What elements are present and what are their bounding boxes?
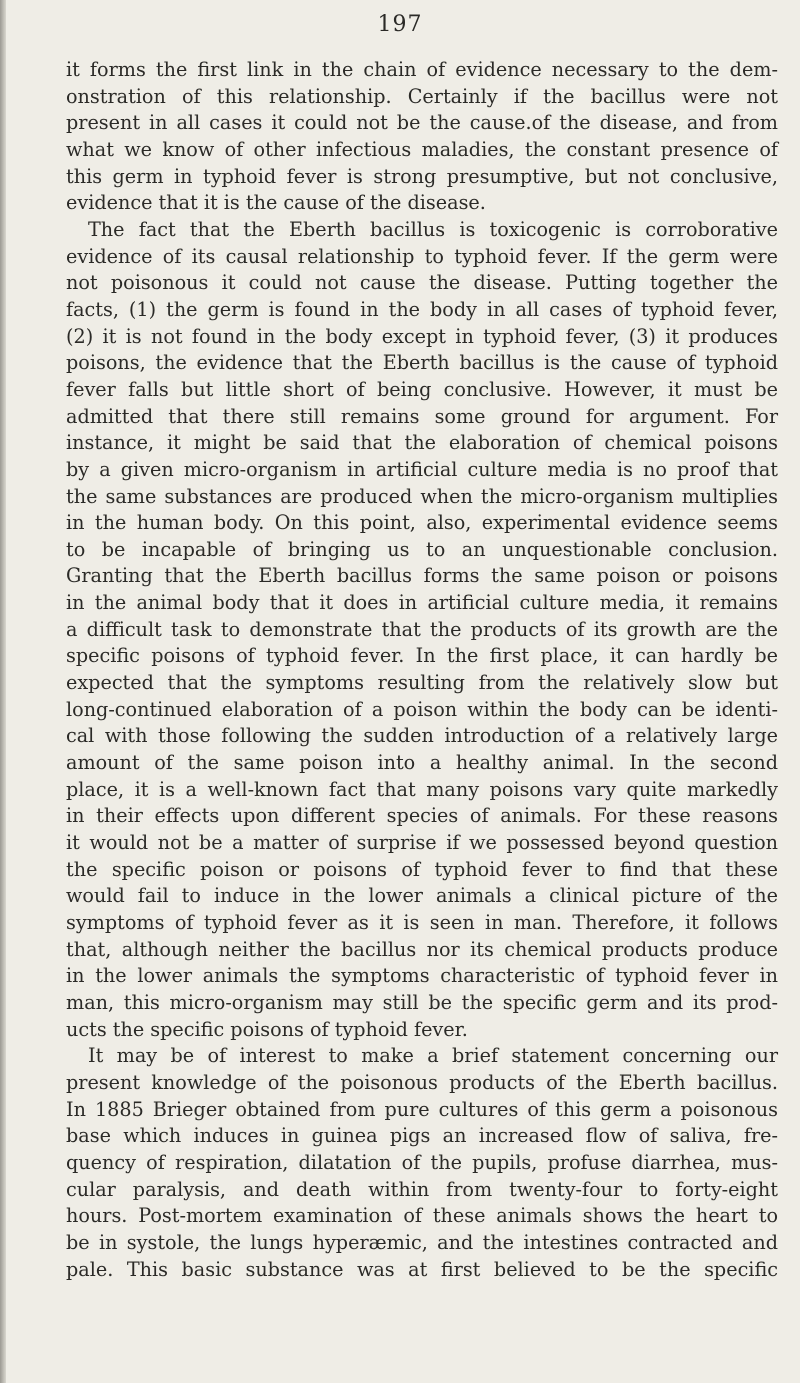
text-line: ucts the specific poisons of typhoid fever. — [66, 1017, 468, 1041]
text-line: what we know of other infectious maladies, the constant presence of — [66, 137, 778, 161]
text-line: In 1885 Brieger obtained from pure cultures of this germ a poisonous — [66, 1097, 778, 1121]
text-line: this germ in typhoid fever is strong presumptive, but not conclusive, — [66, 164, 778, 188]
text-line: the same substances are produced when the micro-organism multiplies — [66, 484, 778, 508]
text-line: to be incapable of bringing us to an unquestionable conclusion. — [66, 537, 778, 561]
page-number: 197 — [377, 12, 423, 37]
text-line: in the lower animals the symptoms characteristic of typhoid fever in — [66, 964, 778, 988]
text-line: specific poisons of typhoid fever. In the first place, it can hardly be — [66, 644, 778, 668]
text-line: expected that the symptoms resulting from the relatively slow but — [66, 671, 778, 695]
text-line: man, this micro-organism may still be the specific germ and its prod- — [66, 990, 778, 1014]
text-line: cular paralysis, and death within from twenty-four to forty-eight — [66, 1177, 778, 1201]
text-line: would fail to induce in the lower animals a clinical picture of the — [66, 884, 778, 908]
text-line: be in systole, the lungs hyperæmic, and the intestines contracted and — [66, 1230, 778, 1254]
text-line: pale. This basic substance was at first believed to be the specific — [66, 1257, 778, 1281]
text-line: The fact that the Eberth bacillus is toxicogenic is corroborative — [88, 217, 778, 241]
text-line: poisons, the evidence that the Eberth bacillus is the cause of typhoid — [66, 351, 778, 375]
text-line: admitted that there still remains some ground for argument. For — [66, 404, 778, 428]
text-line: cal with those following the sudden introduction of a relatively large — [66, 724, 778, 748]
text-line: (2) it is not found in the body except in typhoid fever, (3) it produces — [66, 324, 778, 348]
text-line: onstration of this relationship. Certainly if the bacillus were not — [66, 84, 778, 108]
paragraph-3 — [66, 1043, 778, 1283]
text-line: It may be of interest to make a brief statement concerning our — [88, 1044, 778, 1068]
text-line: in the animal body that it does in artificial culture media, it remains — [66, 591, 778, 615]
text-line: the specific poison or poisons of typhoid fever to find that these — [66, 857, 778, 881]
text-line: evidence of its causal relationship to typhoid fever. If the germ were — [66, 244, 778, 268]
text-line: present in all cases it could not be the cause.of the disease, and from — [66, 111, 778, 135]
text-line: in their effects upon different species of animals. For these reasons — [66, 804, 778, 828]
text-line: symptoms of typhoid fever as it is seen in man. Therefore, it follows — [66, 911, 778, 934]
text-line: facts, (1) the germ is found in the body in all cases of typhoid fever, — [66, 297, 778, 321]
text-line: fever falls but little short of being conclusive. However, it must be — [66, 377, 778, 401]
text-line: place, it is a well-known fact that many poisons vary quite markedly — [66, 777, 778, 801]
text-line: Granting that the Eberth bacillus forms the same poison or poisons — [66, 564, 778, 588]
paragraph-1 — [66, 57, 778, 217]
text-line: in the human body. On this point, also, experimental evidence seems — [66, 511, 778, 535]
body-text — [66, 57, 778, 1283]
text-line: base which induces in guinea pigs an increased flow of saliva, fre- — [66, 1124, 778, 1148]
text-line: evidence that it is the cause of the disease. — [66, 191, 486, 215]
text-line: it would not be a matter of surprise if we possessed beyond question — [66, 831, 778, 855]
text-line: present knowledge of the poisonous products of the Eberth bacillus. — [66, 1070, 778, 1094]
text-line: by a given micro-organism in artificial culture media is no proof that — [66, 457, 778, 481]
text-line: a difficult task to demonstrate that the products of its growth are the — [66, 617, 778, 641]
text-line: amount of the same poison into a healthy animal. In the second — [66, 751, 778, 775]
text-line: instance, it might be said that the elaboration of chemical poisons — [66, 431, 778, 455]
text-line: quency of respiration, dilatation of the pupils, profuse diarrhea, mus- — [66, 1150, 778, 1174]
text-line: not poisonous it could not cause the disease. Putting together the — [66, 271, 778, 295]
text-line: long-continued elaboration of a poison within the body can be identi- — [66, 697, 778, 721]
text-line: it forms the first link in the chain of evidence necessary to the dem- — [66, 58, 778, 81]
text-line: hours. Post-mortem examination of these animals shows the heart to — [66, 1204, 778, 1228]
paragraph-2 — [66, 217, 778, 1043]
page-spine-shadow — [0, 0, 6, 1383]
text-line: that, although neither the bacillus nor its chemical products produce — [66, 937, 778, 961]
